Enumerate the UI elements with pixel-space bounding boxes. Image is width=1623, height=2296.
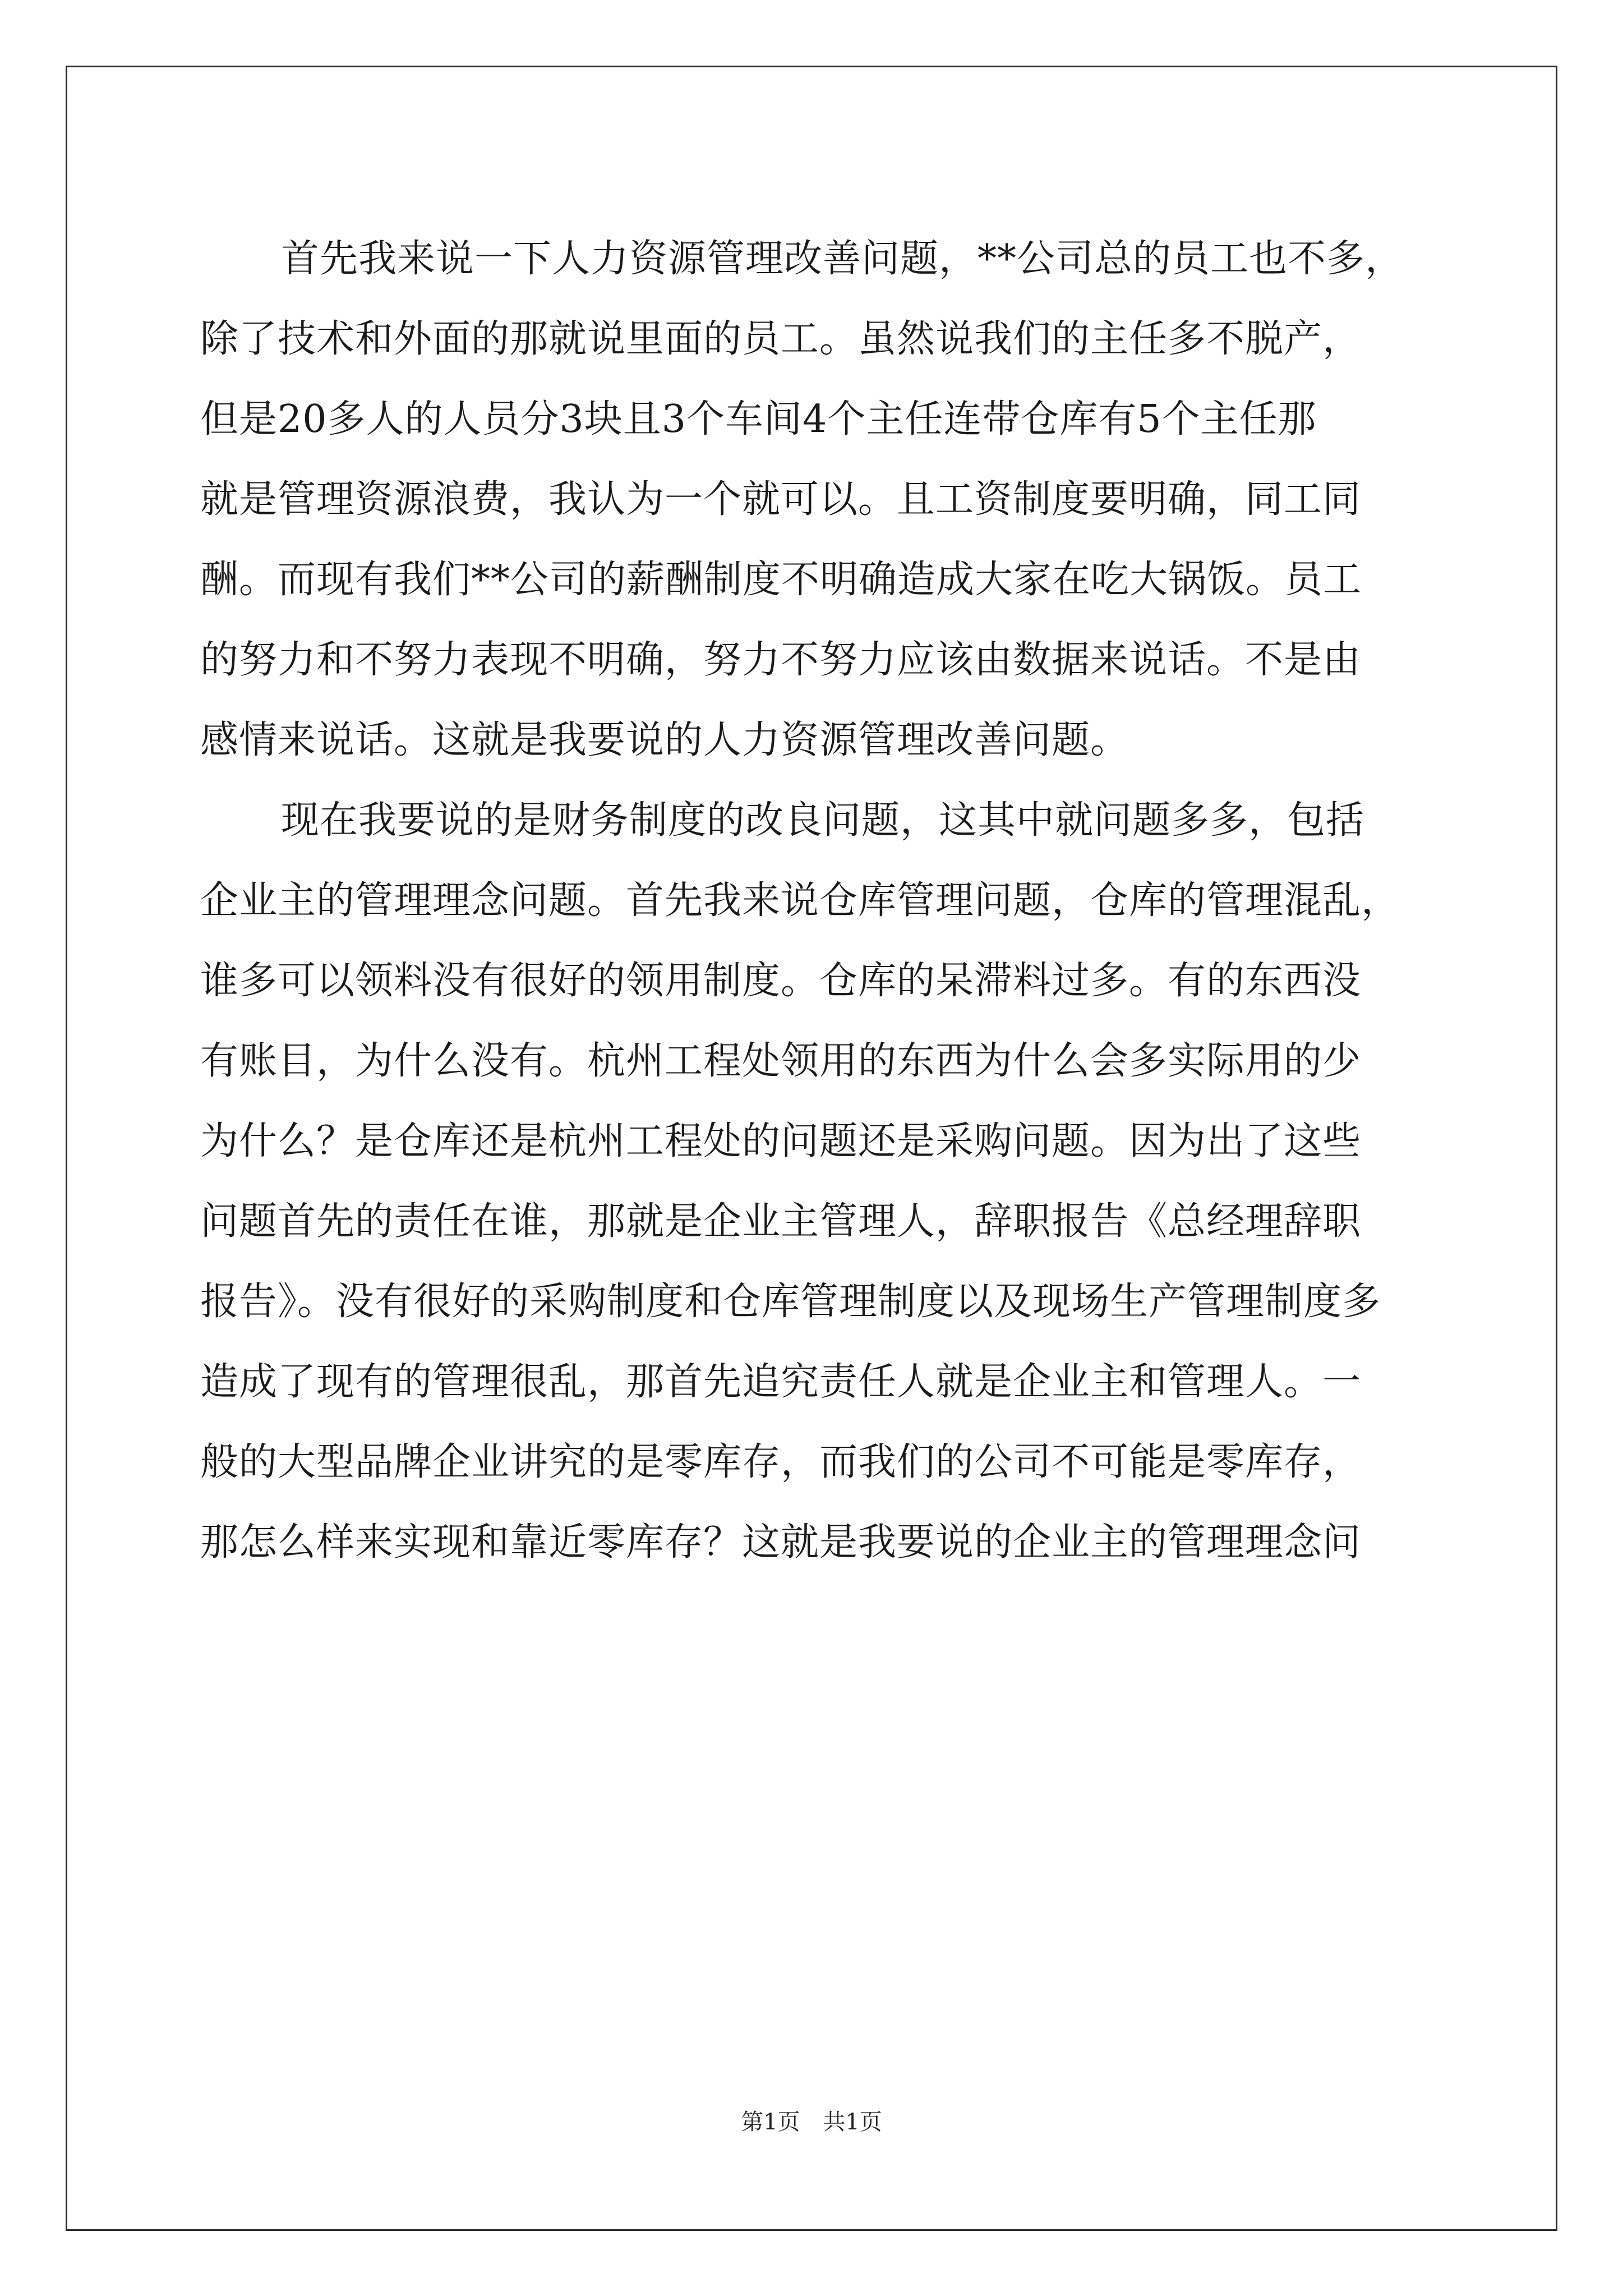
- paragraph-1-line-2: 除了技术和外面的那就说里面的员工。虽然说我们的主任多不脱产，: [200, 317, 1362, 361]
- paragraph-2-line-7: 报告》。没有很好的采购制度和仓库管理制度以及现场生产管理制度多: [200, 1280, 1381, 1324]
- paragraph-2-line-9: 般的大型品牌企业讲究的是零库存，而我们的公司不可能是零库存，: [200, 1440, 1362, 1484]
- paragraph-2-line-8: 造成了现有的管理很乱，那首先追究责任人就是企业主和管理人。一: [200, 1360, 1362, 1404]
- page-number-current: 第1页: [741, 2109, 800, 2135]
- paragraph-1-line-1: 首先我来说一下人力资源管理改善问题，**公司总的员工也不多，: [281, 237, 1404, 281]
- paragraph-1-line-3: 但是20多人的人员分3块且3个车间4个主任连带仓库有5个主任那: [200, 397, 1317, 441]
- document-body: [200, 219, 1434, 1582]
- paragraph-2-line-4: 有账目，为什么没有。杭州工程处领用的东西为什么会多实际用的少: [200, 1039, 1362, 1083]
- paragraph-2-line-5: 为什么？是仓库还是杭州工程处的问题还是采购问题。因为出了这些: [200, 1119, 1362, 1163]
- paragraph-2-line-6: 问题首先的责任在谁，那就是企业主管理人，辞职报告《总经理辞职: [200, 1199, 1362, 1244]
- paragraph-1-line-4: 就是管理资源浪费，我认为一个就可以。且工资制度要明确，同工同: [200, 477, 1362, 522]
- paragraph-1-line-6: 的努力和不努力表现不明确，努力不努力应该由数据来说话。不是由: [200, 638, 1362, 682]
- paragraph-1-line-5: 酬。而现有我们**公司的薪酬制度不明确造成大家在吃大锅饭。员工: [200, 558, 1362, 602]
- page-footer: [0, 2106, 1623, 2138]
- paragraph-2-line-1: 现在我要说的是财务制度的改良问题，这其中就问题多多，包括: [281, 798, 1365, 843]
- paragraph-2-line-10: 那怎么样来实现和靠近零库存？这就是我要说的企业主的管理理念问: [200, 1520, 1362, 1565]
- paragraph-1-line-7: 感情来说话。这就是我要说的人力资源管理改善问题。: [200, 718, 1129, 762]
- paragraph-2-line-3: 谁多可以领料没有很好的领用制度。仓库的呆滞料过多。有的东西没: [200, 959, 1362, 1003]
- paragraph-2-line-2: 企业主的管理理念问题。首先我来说仓库管理问题，仓库的管理混乱，: [200, 878, 1400, 923]
- page-number-total: 共1页: [823, 2109, 882, 2135]
